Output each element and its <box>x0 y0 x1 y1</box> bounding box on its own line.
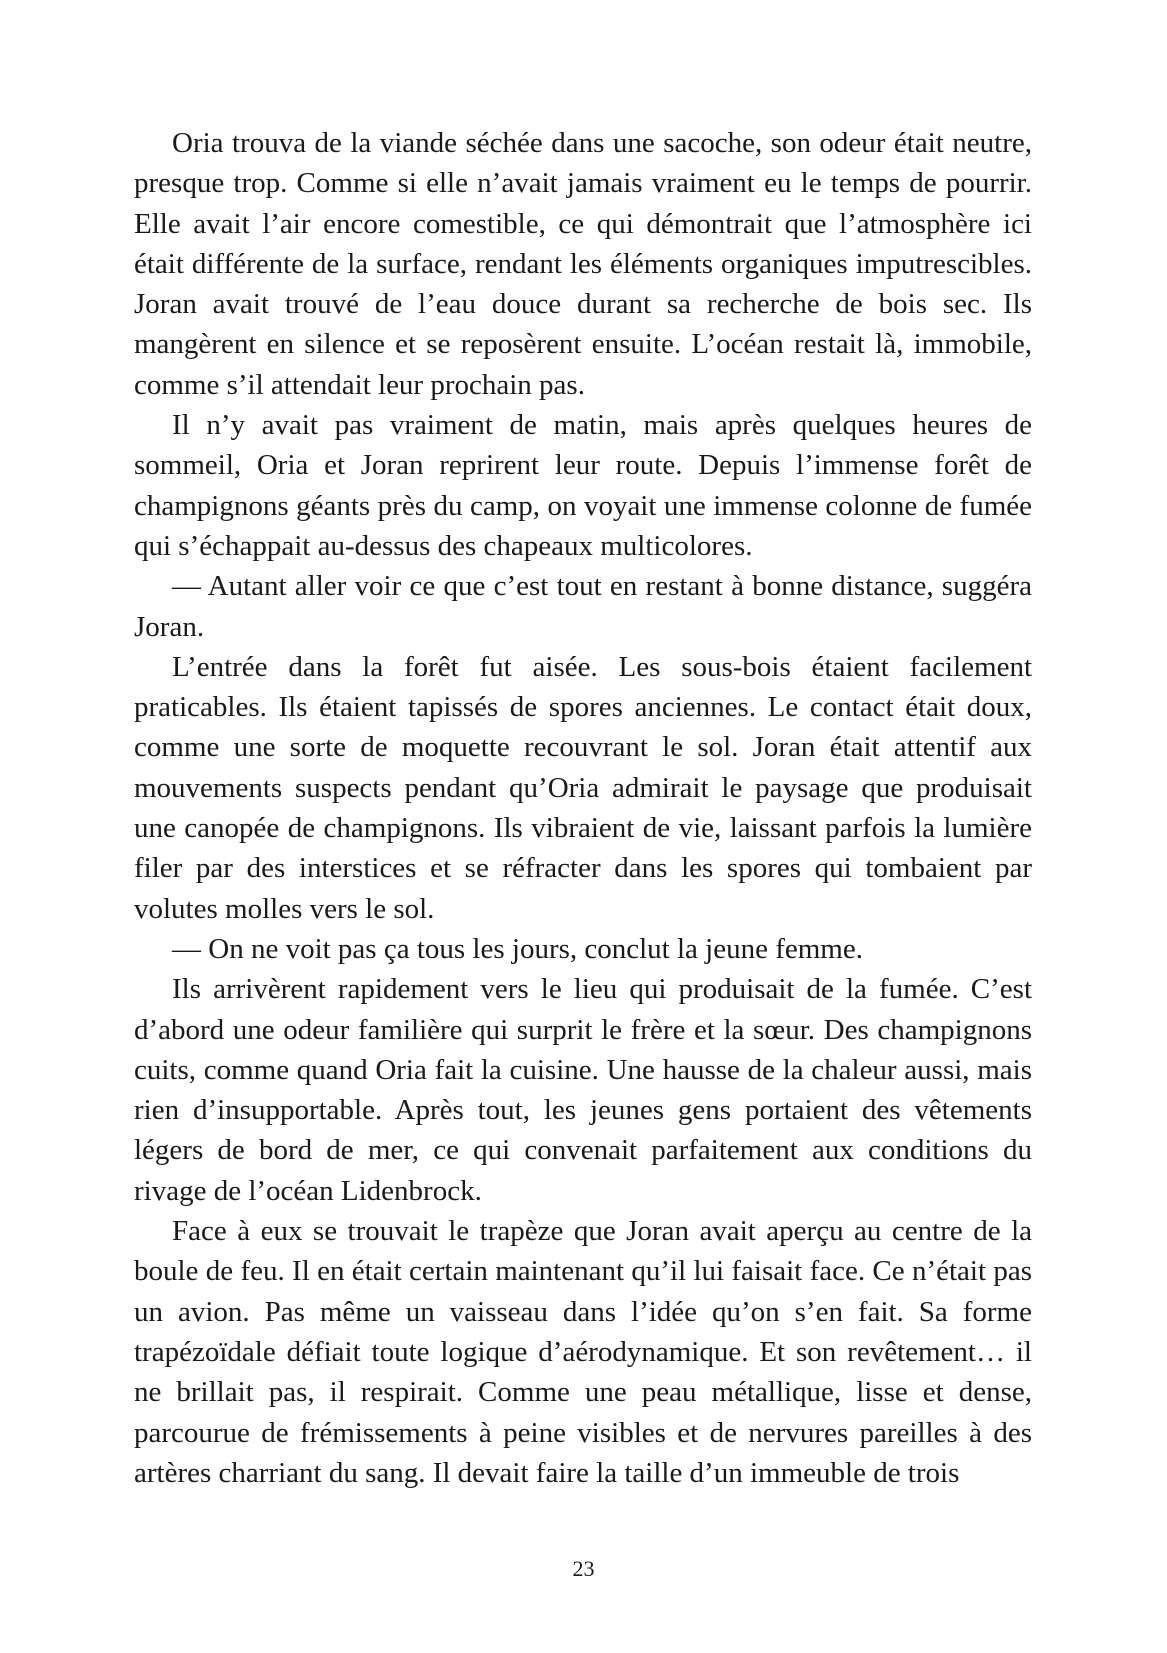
paragraph: Oria trouva de la viande séchée dans une sacoche, son odeur était neutre, presque trop. Comme si elle n’avait jamais vraiment eu le temps de pourrir. Elle avait l’air encore comestible, ce qui démontrait que l’atmosphère ici était différente de la surface, rendant les éléments organiques imputrescibles. Joran avait trouvé de l’eau douce durant sa recherche de bois sec. Ils mangèrent en silence et se reposèrent ensuite. L’océan restait là, immobile, comme s’il attendait leur prochain pas. <box>134 127 1032 401</box>
paragraph: Il n’y avait pas vraiment de matin, mais après quelques heures de sommeil, Oria et Joran reprirent leur route. Depuis l’immense forêt de champignons géants près du camp, on voyait une immense colonne de fumée qui s’échappait au-dessus des chapeaux multicolores. <box>134 409 1032 562</box>
paragraph: Ils arrivèrent rapidement vers le lieu qui produisait de la fumée. C’est d’abord une odeur familière qui surprit le frère et la sœur. Des champignons cuits, comme quand Oria fait la cuisine. Une hausse de la chaleur aussi, mais rien d’insupportable. Après tout, les jeunes gens portaient des vêtements légers de bord de mer, ce qui convenait parfaitement aux conditions du rivage de l’océan Lidenbrock. <box>134 973 1032 1207</box>
page-number: 23 <box>572 1556 595 1581</box>
dialogue-paragraph: — Autant aller voir ce que c’est tout en restant à bonne distance, suggéra Joran. <box>134 570 1032 643</box>
dialogue-paragraph: — On ne voit pas ça tous les jours, conclut la jeune femme. <box>172 932 863 965</box>
paragraph: Face à eux se trouvait le trapèze que Joran avait aperçu au centre de la boule de feu. Il en était certain maintenant qu’il lui faisait face. Ce n’était pas un avion. Pas même un vaisseau dans l’idée qu’on s’en fait. Sa forme trapézoïdale défiait toute logique d’aérodynamique. Et son revêtement… il ne brillait pas, il respirait. Comme une peau métallique, lisse et dense, parcourue de frémissements à peine visibles et de nervures pareilles à des artères charriant du sang. Il devait faire la taille d’un immeuble de trois <box>134 1215 1032 1489</box>
paragraph: L’entrée dans la forêt fut aisée. Les sous-bois étaient facilement praticables. Ils étaient tapissés de spores anciennes. Le contact était doux, comme une sorte de moquette recouvrant le sol. Joran était attentif aux mouvements suspects pendant qu’Oria admirait le paysage que produisait une canopée de champignons. Ils vibraient de vie, laissant parfois la lumière filer par des interstices et se réfracter dans les spores qui tombaient par volutes molles vers le sol. <box>134 650 1032 925</box>
body-text <box>134 123 1032 1493</box>
